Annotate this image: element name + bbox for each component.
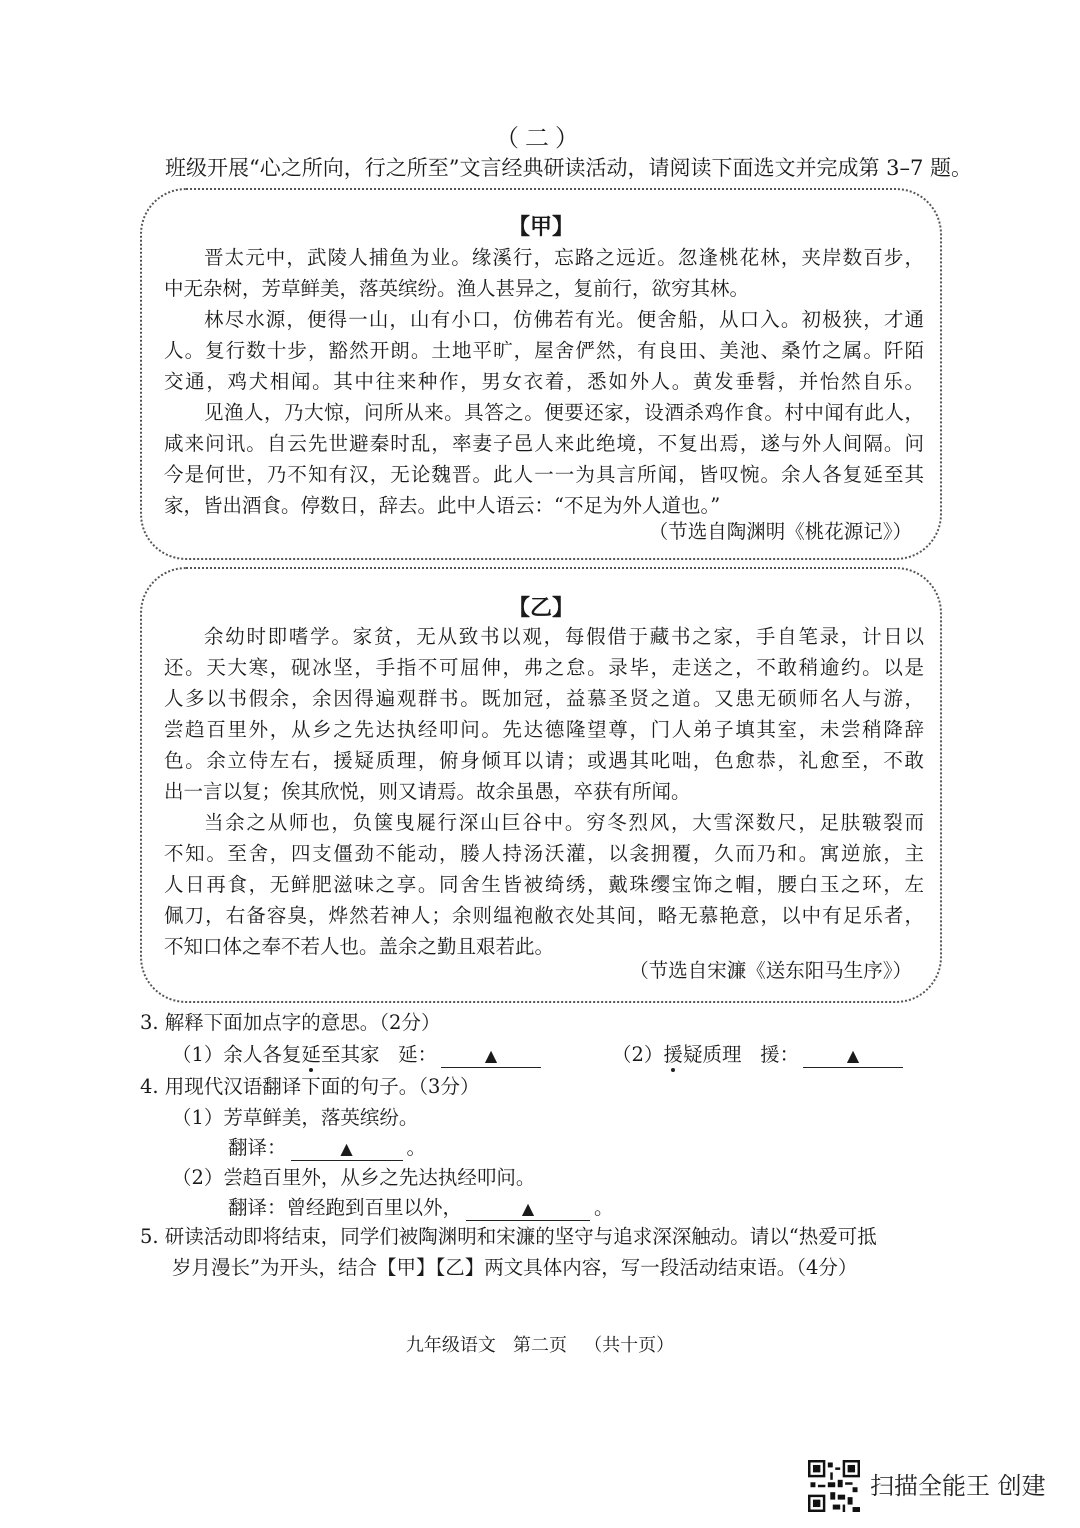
passage-line: 中无杂树，芳草鲜美，落英缤纷。渔人甚异之，复前行，欲穷其林。 bbox=[164, 277, 750, 300]
q3-p2-answer-blank[interactable] bbox=[803, 1043, 903, 1068]
q3-p1-label: （1）余人各复 bbox=[172, 1043, 302, 1066]
passage-line: 色。余立侍左右，援疑质理，俯身倾耳以请；或遇其叱咄，色愈恭，礼愈至，不敢 bbox=[164, 749, 924, 772]
passage-line: 出一言以复；俟其欣悦，则又请焉。故余虽愚，卒获有所闻。 bbox=[164, 780, 691, 803]
question-4-stem: 4. 用现代汉语翻译下面的句子。（3分） bbox=[140, 1075, 480, 1098]
passage-line: 不知。至舍，四支僵劲不能动，媵人持汤沃灌，以衾拥覆，久而乃和。寓逆旅，主 bbox=[164, 842, 924, 865]
page-footer bbox=[0, 1331, 1080, 1357]
q3-p2-key: 援： bbox=[760, 1043, 800, 1066]
passage-jia-text bbox=[164, 242, 924, 521]
watermark-text: 扫描全能王 创建 bbox=[870, 1472, 1046, 1500]
passage-line: 交通，鸡犬相闻。其中往来种作，男女衣着，悉如外人。黄发垂髫，并怡然自乐。 bbox=[164, 370, 924, 393]
q4-period: 。 bbox=[594, 1196, 614, 1219]
q4-s1-answer-blank[interactable] bbox=[291, 1136, 403, 1161]
passage-line: 见渔人，乃大惊，问所从来。具答之。便要还家，设酒杀鸡作食。村中闻有此人， bbox=[204, 401, 924, 424]
question-3-part-1 bbox=[172, 1040, 545, 1070]
passage-line: 当余之从师也，负箧曳屣行深山巨谷中。穷冬烈风，大雪深数尺，足肤皲裂而 bbox=[204, 811, 924, 834]
q3-p2-label: （2） bbox=[612, 1043, 664, 1066]
passage-line: 咸来问讯。自云先世避秦时乱，率妻子邑人来此绝境，不复出焉，遂与外人间隔。问 bbox=[164, 432, 924, 455]
q3-p1-rest: 至其家 bbox=[320, 1043, 380, 1066]
footer-subject: 九年级语文 bbox=[405, 1335, 496, 1356]
passage-line: 佩刀，右备容臭，烨然若神人；余则缊袍敝衣处其间，略无慕艳意，以中有足乐者， bbox=[164, 904, 924, 927]
passage-jia-heading: 【甲】 bbox=[507, 214, 574, 240]
passage-line: 林尽水源，便得一山，山有小口，仿佛若有光。便舍船，从口入。初极狭，才通 bbox=[204, 308, 924, 331]
footer-page: 第二页 bbox=[513, 1335, 567, 1356]
question-3-part-2 bbox=[612, 1040, 907, 1070]
passage-line: 尝趋百里外，从乡之先达执经叩问。先达德隆望尊，门人弟子填其室，未尝稍降辞 bbox=[164, 718, 924, 741]
q3-p2-dotted-char: 援 bbox=[663, 1043, 683, 1066]
question-5-line-1: 5. 研读活动即将结束，同学们被陶渊明和宋濂的坚守与追求深深触动。请以“热爱可抵 bbox=[140, 1225, 877, 1248]
passage-yi-text bbox=[164, 621, 924, 962]
question-4-translate-1 bbox=[228, 1133, 426, 1163]
passage-line: 不知口体之奉不若人也。盖余之勤且艰若此。 bbox=[164, 935, 555, 958]
passage-jia-box bbox=[140, 188, 942, 560]
q3-p1-answer-blank[interactable] bbox=[441, 1043, 541, 1068]
question-3-stem: 3. 解释下面加点字的意思。（2分） bbox=[140, 1011, 441, 1034]
q3-p1-dotted-char: 延 bbox=[301, 1043, 321, 1066]
passage-line: 人日再食，无鲜肥滋味之享。同舍生皆被绮绣，戴珠缨宝饰之帽，腰白玉之环，左 bbox=[164, 873, 924, 896]
passage-line: 还。天大寒，砚冰坚，手指不可屈伸，弗之怠。录毕，走送之，不敢稍逾约。以是 bbox=[164, 656, 924, 679]
q3-p2-rest: 疑质理 bbox=[682, 1043, 742, 1066]
passage-yi-source: （节选自宋濂《送东阳马生序》） bbox=[629, 959, 912, 982]
question-4-sentence-1: （1）芳草鲜美，落英缤纷。 bbox=[172, 1106, 419, 1129]
section-title: （二） bbox=[495, 124, 585, 152]
question-5-line-2: 岁月漫长”为开头，结合【甲】【乙】两文具体内容，写一段活动结束语。（4分） bbox=[172, 1256, 858, 1279]
passage-line: 今是何世，乃不知有汉，无论魏晋。此人一一为具言所闻，皆叹惋。余人各复延至其 bbox=[164, 463, 924, 486]
q4-s2-prefix: 翻译：曾经跑到百里以外， bbox=[228, 1196, 463, 1219]
question-4-sentence-2: （2）尝趋百里外，从乡之先达执经叩问。 bbox=[172, 1166, 536, 1189]
intro-instruction: 班级开展“心之所向，行之所至”文言经典研读活动，请阅读下面选文并完成第 3–7 题。 bbox=[165, 156, 973, 180]
qr-code-icon bbox=[808, 1460, 860, 1512]
passage-yi-box bbox=[140, 567, 942, 1003]
passage-line: 晋太元中，武陵人捕鱼为业。缘溪行，忘路之远近。忽逢桃花林，夹岸数百步， bbox=[204, 246, 924, 269]
footer-total: （共十页） bbox=[584, 1335, 675, 1356]
q4-period: 。 bbox=[406, 1136, 427, 1159]
q4-translate-label: 翻译： bbox=[228, 1136, 287, 1159]
answer-triangle-icon: ▲ bbox=[521, 1199, 535, 1218]
q4-s2-answer-blank[interactable] bbox=[466, 1196, 590, 1221]
passage-line: 人。复行数十步，豁然开朗。土地平旷，屋舍俨然，有良田、美池、桑竹之属。阡陌 bbox=[164, 339, 924, 362]
passage-line: 余幼时即嗜学。家贫，无从致书以观，每假借于藏书之家，手自笔录，计日以 bbox=[204, 625, 924, 648]
passage-line: 家，皆出酒食。停数日，辞去。此中人语云：“不足为外人道也。” bbox=[164, 494, 721, 517]
passage-yi-heading: 【乙】 bbox=[507, 595, 574, 621]
answer-triangle-icon: ▲ bbox=[484, 1046, 498, 1065]
question-4-translate-2 bbox=[228, 1193, 614, 1223]
q3-p1-key: 延： bbox=[398, 1043, 438, 1066]
answer-triangle-icon: ▲ bbox=[340, 1139, 353, 1158]
passage-line: 人多以书假余，余因得遍观群书。既加冠，益慕圣贤之道。又患无硕师名人与游， bbox=[164, 687, 924, 710]
passage-jia-source: （节选自陶渊明《桃花源记》） bbox=[648, 520, 912, 543]
answer-triangle-icon: ▲ bbox=[846, 1046, 860, 1065]
